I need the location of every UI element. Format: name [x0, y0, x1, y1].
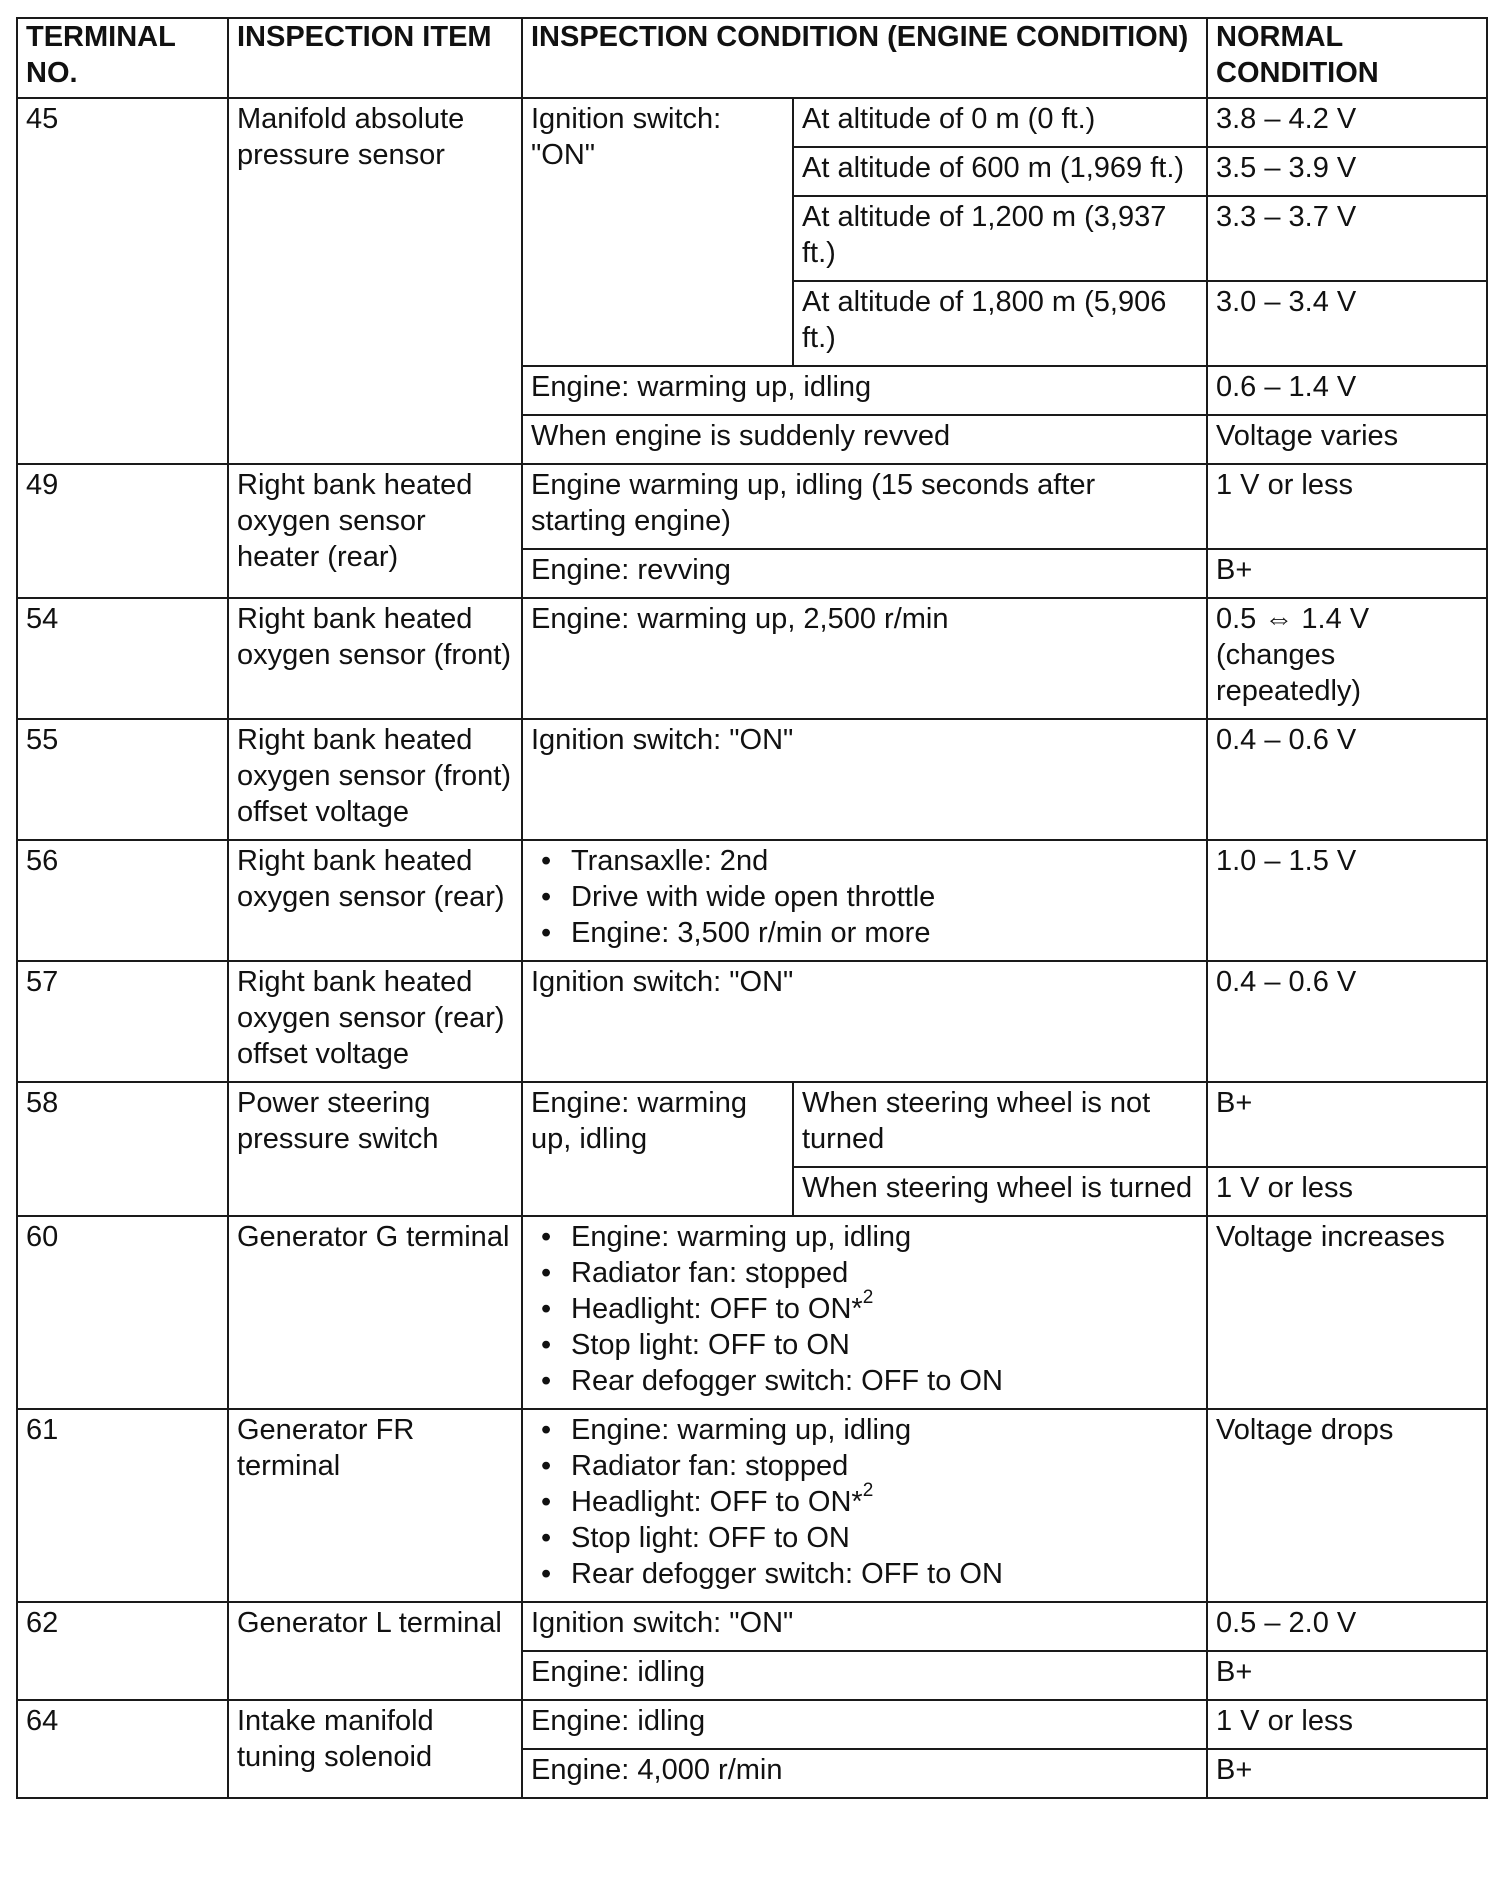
sub-condition-cell: At altitude of 1,200 m (3,937 ft.) — [793, 196, 1207, 281]
sub-condition-cell: When steering wheel is turned — [793, 1167, 1207, 1216]
inspection-item-cell: Right bank heated oxygen sensor (rear) offset voltage — [228, 961, 522, 1082]
terminal-no-cell: 45 — [17, 98, 228, 464]
sub-condition-cell: At altitude of 0 m (0 ft.) — [793, 98, 1207, 147]
condition-cell: Engine warming up, idling (15 seconds after starting engine) — [522, 464, 1207, 549]
inspection-item-cell: Manifold absolute pressure sensor — [228, 98, 522, 464]
normal-condition-cell: 1 V or less — [1207, 1167, 1487, 1216]
list-item: • Drive with wide open throttle — [531, 879, 1198, 915]
terminal-no-cell: 55 — [17, 719, 228, 840]
condition-group-cell: Engine: warming up, idling — [522, 1082, 793, 1216]
header-inspection-item: INSPECTION ITEM — [228, 18, 522, 98]
inspection-item-cell: Intake manifold tuning solenoid — [228, 1700, 522, 1798]
table-row — [17, 1409, 1487, 1602]
condition-cell: Ignition switch: "ON" — [522, 961, 1207, 1082]
list-item: • Stop light: OFF to ON — [531, 1327, 1198, 1363]
condition-cell: When engine is suddenly revved — [522, 415, 1207, 464]
condition-bullet-list — [531, 1219, 1198, 1399]
table-row — [17, 464, 1487, 549]
inspection-item-cell: Right bank heated oxygen sensor (rear) — [228, 840, 522, 961]
normal-condition-cell: B+ — [1207, 1651, 1487, 1700]
condition-cell: Engine: warming up, idling — [522, 366, 1207, 415]
condition-cell — [522, 1409, 1207, 1602]
terminal-no-cell: 61 — [17, 1409, 228, 1602]
normal-condition-cell: 1.0 – 1.5 V — [1207, 840, 1487, 961]
condition-cell: Engine: idling — [522, 1700, 1207, 1749]
inspection-item-cell: Generator L terminal — [228, 1602, 522, 1700]
normal-condition-cell: 1 V or less — [1207, 464, 1487, 549]
normal-condition-cell: 3.8 – 4.2 V — [1207, 98, 1487, 147]
list-item: • Engine: warming up, idling — [531, 1412, 1198, 1448]
terminal-no-cell: 56 — [17, 840, 228, 961]
condition-cell: Ignition switch: "ON" — [522, 719, 1207, 840]
list-item: • Engine: 3,500 r/min or more — [531, 915, 1198, 951]
list-item — [531, 1480, 1198, 1520]
header-normal-condition: NORMAL CONDITION — [1207, 18, 1487, 98]
condition-cell: Engine: idling — [522, 1651, 1207, 1700]
footnote-marker: 2 — [862, 1480, 874, 1502]
table-row — [17, 1082, 1487, 1167]
inspection-item-cell: Generator G terminal — [228, 1216, 522, 1409]
normal-condition-cell: 1 V or less — [1207, 1700, 1487, 1749]
list-item: • Rear defogger switch: OFF to ON — [531, 1363, 1198, 1399]
normal-condition-cell: Voltage drops — [1207, 1409, 1487, 1602]
table-row — [17, 98, 1487, 147]
inspection-item-cell: Right bank heated oxygen sensor heater (rear) — [228, 464, 522, 598]
terminal-no-cell: 62 — [17, 1602, 228, 1700]
table-row — [17, 1602, 1487, 1651]
condition-cell — [522, 1216, 1207, 1409]
headlight-text: Headlight: OFF to ON* — [571, 1486, 863, 1518]
condition-cell — [522, 840, 1207, 961]
terminal-no-cell: 54 — [17, 598, 228, 719]
table-row — [17, 840, 1487, 961]
list-item: • Radiator fan: stopped — [531, 1448, 1198, 1484]
terminal-no-cell: 57 — [17, 961, 228, 1082]
normal-condition-cell: 3.0 – 3.4 V — [1207, 281, 1487, 366]
normal-condition-cell: 3.5 – 3.9 V — [1207, 147, 1487, 196]
sub-condition-cell: At altitude of 600 m (1,969 ft.) — [793, 147, 1207, 196]
table-row — [17, 961, 1487, 1082]
table-row — [17, 719, 1487, 840]
header-terminal-no: TERMINAL NO. — [17, 18, 228, 98]
normal-condition-cell: Voltage varies — [1207, 415, 1487, 464]
normal-condition-cell: B+ — [1207, 1749, 1487, 1798]
normal-condition-cell: 0.6 – 1.4 V — [1207, 366, 1487, 415]
inspection-item-cell: Generator FR terminal — [228, 1409, 522, 1602]
condition-cell: Engine: revving — [522, 549, 1207, 598]
condition-cell: Ignition switch: "ON" — [522, 1602, 1207, 1651]
normal-condition-cell: Voltage increases — [1207, 1216, 1487, 1409]
normal-condition-cell: 0.4 – 0.6 V — [1207, 961, 1487, 1082]
terminal-inspection-table — [16, 17, 1488, 1799]
terminal-no-cell: 60 — [17, 1216, 228, 1409]
header-inspection-condition: INSPECTION CONDITION (ENGINE CONDITION) — [522, 18, 1207, 98]
list-item — [531, 1287, 1198, 1327]
inspection-item-cell: Right bank heated oxygen sensor (front) offset voltage — [228, 719, 522, 840]
list-item: • Radiator fan: stopped — [531, 1255, 1198, 1291]
list-item: • Rear defogger switch: OFF to ON — [531, 1556, 1198, 1592]
list-item: • Stop light: OFF to ON — [531, 1520, 1198, 1556]
list-item: • Engine: warming up, idling — [531, 1219, 1198, 1255]
inspection-item-cell: Power steering pressure switch — [228, 1082, 522, 1216]
inspection-item-cell: Right bank heated oxygen sensor (front) — [228, 598, 522, 719]
condition-bullet-list — [531, 1412, 1198, 1592]
terminal-no-cell: 64 — [17, 1700, 228, 1798]
sub-condition-cell: At altitude of 1,800 m (5,906 ft.) — [793, 281, 1207, 366]
table-row — [17, 1216, 1487, 1409]
normal-condition-cell: 0.5 – 2.0 V — [1207, 1602, 1487, 1651]
condition-bullet-list — [531, 843, 1198, 951]
normal-condition-cell: B+ — [1207, 1082, 1487, 1167]
condition-cell: Engine: 4,000 r/min — [522, 1749, 1207, 1798]
condition-group-cell: Ignition switch: "ON" — [522, 98, 793, 366]
footnote-marker: 2 — [862, 1287, 874, 1309]
list-item: • Transaxlle: 2nd — [531, 843, 1198, 879]
normal-condition-cell: 3.3 – 3.7 V — [1207, 196, 1487, 281]
condition-cell: Engine: warming up, 2,500 r/min — [522, 598, 1207, 719]
normal-condition-cell: 0.4 – 0.6 V — [1207, 719, 1487, 840]
terminal-no-cell: 49 — [17, 464, 228, 598]
terminal-no-cell: 58 — [17, 1082, 228, 1216]
headlight-text: Headlight: OFF to ON* — [571, 1293, 863, 1325]
sub-condition-cell: When steering wheel is not turned — [793, 1082, 1207, 1167]
normal-condition-cell: 0.5 ⇔ 1.4 V (changes repeatedly) — [1207, 598, 1487, 719]
table-row — [17, 1700, 1487, 1749]
normal-condition-cell: B+ — [1207, 549, 1487, 598]
table-header-row — [17, 18, 1487, 98]
table-row — [17, 598, 1487, 719]
